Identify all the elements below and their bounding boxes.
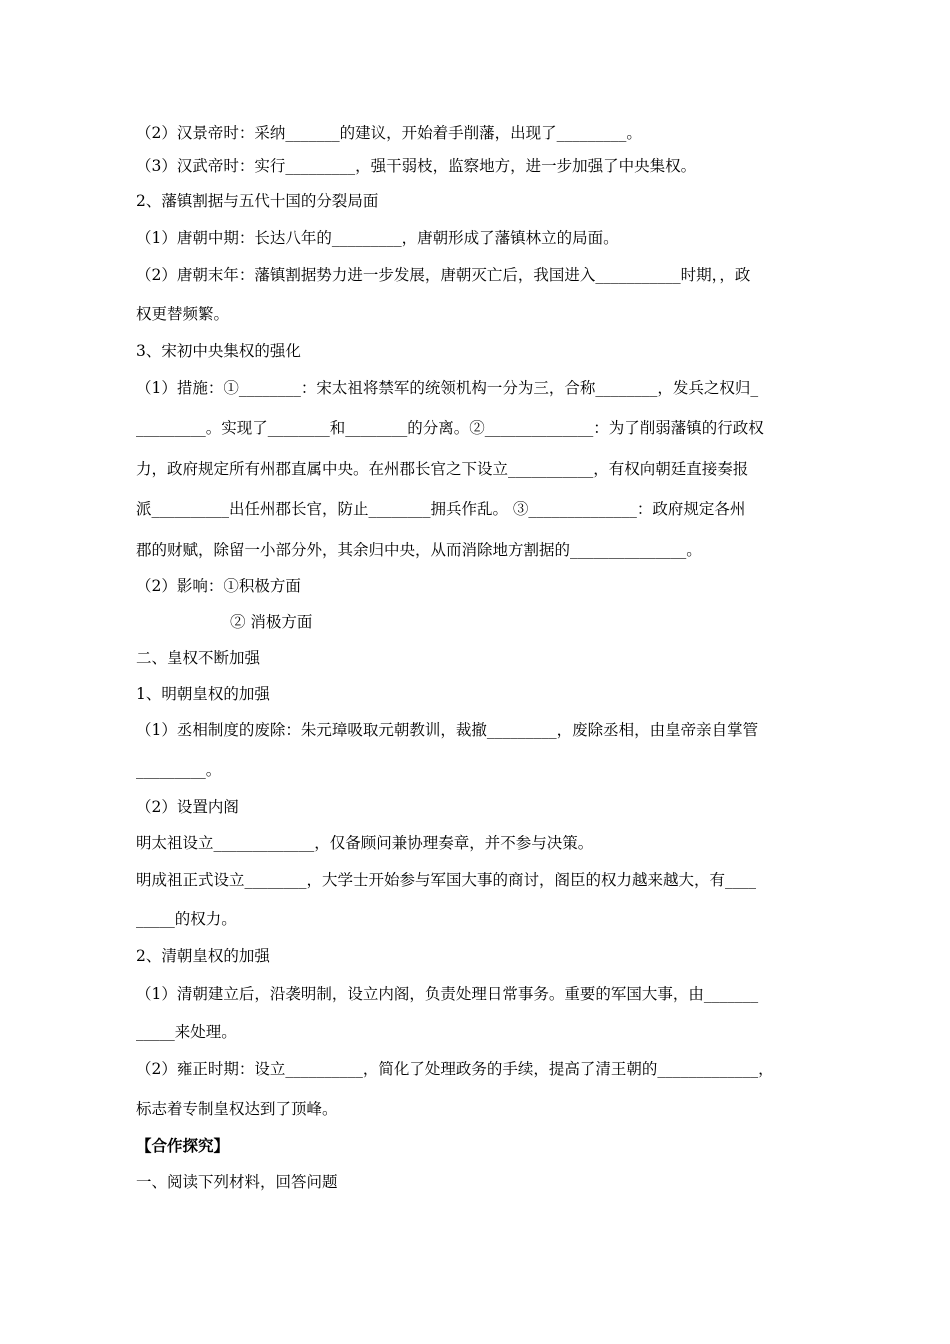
- section-heading: 二、皇权不断加强: [136, 649, 261, 667]
- text-line: ② 消极方面: [230, 613, 313, 631]
- text-line: （2）唐朝末年：藩镇割据势力进一步发展，唐朝灭亡后，我国进入___________时期，，政: [136, 266, 751, 284]
- question-heading: 一、阅读下列材料，回答问题: [136, 1173, 338, 1191]
- text-line: （2）汉景帝时：采纳_______的建议，开始着手削藩，出现了_________。: [136, 124, 642, 142]
- section-heading: 1、明朝皇权的加强: [136, 685, 270, 703]
- text-line: （2）设置内阁: [136, 798, 239, 816]
- text-line: 权更替频繁。: [136, 305, 230, 323]
- text-line: _________。: [136, 761, 222, 779]
- text-line: 郡的财赋，除留一小部分外，其余归中央，从而消除地方割据的_______________。: [136, 541, 702, 559]
- text-line: 标志着专制皇权达到了顶峰。: [136, 1100, 338, 1118]
- text-line: （1）丞相制度的废除：朱元璋吸取元朝教训，裁撤_________，废除丞相，由皇帝亲自掌管: [136, 721, 759, 739]
- text-line: 派__________出任州郡长官，防止________拥兵作乱。 ③______________：政府规定各州: [136, 500, 746, 518]
- text-line: （2）影响：①积极方面: [136, 577, 301, 595]
- text-line: _________。实现了________和________的分离。②______________：为了削弱藩镇的行政权: [136, 419, 764, 437]
- text-line: _____的权力。: [136, 910, 237, 928]
- text-line: 明成祖正式设立________，大学士开始参与军国大事的商讨，阁臣的权力越来越大，有____: [136, 871, 757, 889]
- text-line: 明太祖设立_____________，仅备顾问兼协理奏章，并不参与决策。: [136, 834, 594, 852]
- text-line: 力，政府规定所有州郡直属中央。在州郡长官之下设立___________，有权向朝廷直接奏报: [136, 460, 749, 478]
- text-line: _____来处理。: [136, 1023, 237, 1041]
- section-heading: 2、清朝皇权的加强: [136, 947, 270, 965]
- section-heading: 3、宋初中央集权的强化: [136, 342, 301, 360]
- section-heading: 2、藩镇割据与五代十国的分裂局面: [136, 192, 379, 210]
- text-line: （1）清朝建立后，沿袭明制，设立内阁，负责处理日常事务。重要的军国大事，由_______: [136, 985, 759, 1003]
- section-title: 【合作探究】: [136, 1136, 230, 1155]
- text-line: （3）汉武帝时：实行_________，强干弱枝，监察地方，进一步加强了中央集权。: [136, 157, 697, 175]
- text-line: （2）雍正时期：设立__________，简化了处理政务的手续，提高了清王朝的_____________，: [136, 1060, 774, 1078]
- text-line: （1）措施：①________：宋太祖将禁军的统领机构一分为三，合称________，发兵之权归_: [136, 379, 759, 397]
- text-line: （1）唐朝中期：长达八年的_________，唐朝形成了藩镇林立的局面。: [136, 229, 619, 247]
